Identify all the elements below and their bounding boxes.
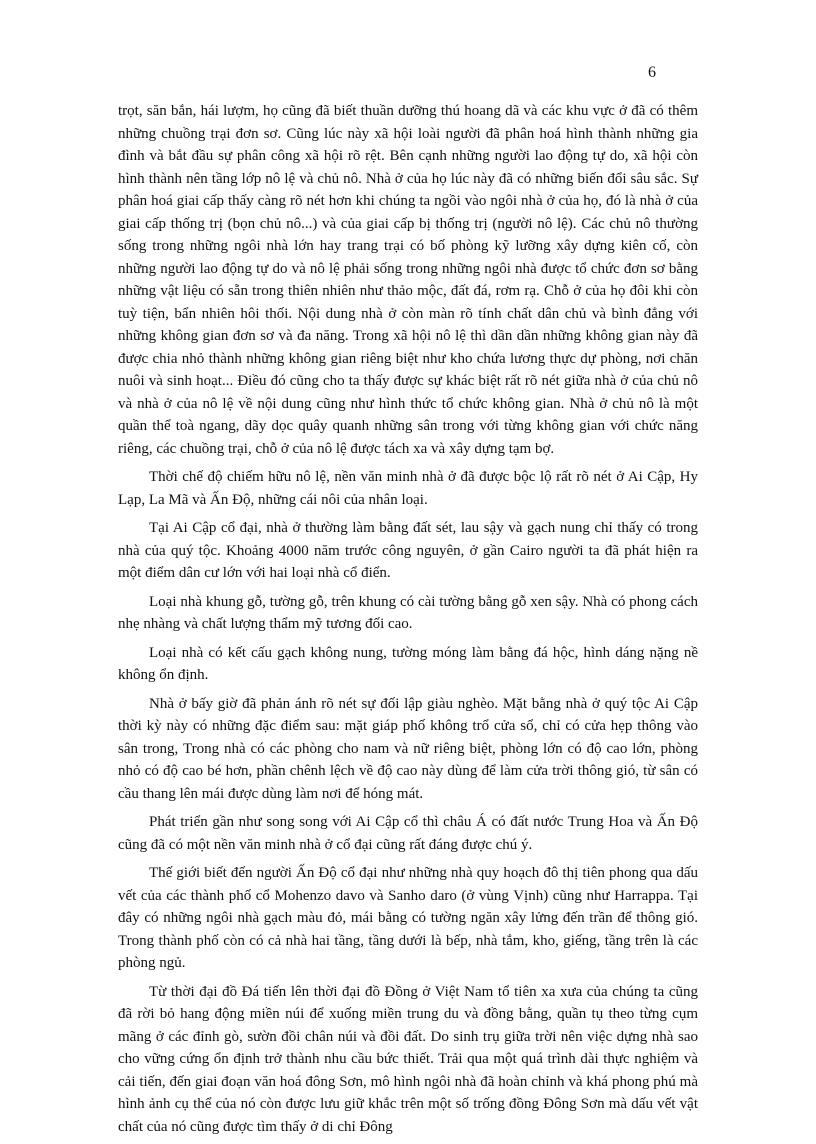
paragraph: Thế giới biết đến người Ấn Độ cổ đại như những nhà quy hoạch đô thị tiên phong qua dấu vết của các thành phố cổ Mohenzo davo và Sanho daro (ở vùng Vịnh) cũng như Harrappa. Tại đây có những ngôi nhà gạch màu đỏ, mái bằng có tường ngăn xây lửng đến trần để thông gió. Trong thành phố còn có cả nhà hai tầng, tầng dưới là bếp, nhà tắm, kho, giếng, tầng trên là các phòng ngủ. xyxy=(118,865,698,971)
paragraph: Tại Ai Cập cổ đại, nhà ở thường làm bằng đất sét, lau sậy và gạch nung chỉ thấy có trong nhà của quý tộc. Khoảng 4000 năm trước công nguyên, ở gần Cairo người ta đã phát hiện ra một điểm dân cư lớn với hai loại nhà cổ điển. xyxy=(118,520,698,581)
paragraph: Loại nhà có kết cấu gạch không nung, tường móng làm bằng đá hộc, hình dáng nặng nề không ổn định. xyxy=(118,644,698,683)
body-text xyxy=(118,100,698,1144)
paragraph: Loại nhà khung gỗ, tường gỗ, trên khung có cài tường bằng gỗ xen sậy. Nhà có phong cách nhẹ nhàng và chất lượng thẩm mỹ tương đối cao. xyxy=(118,593,698,632)
paragraph: Thời chế độ chiếm hữu nô lệ, nền văn minh nhà ở đã được bộc lộ rất rõ nét ở Ai Cập, Hy Lạp, La Mã và Ấn Độ, những cái nôi của nhân loại. xyxy=(118,469,698,508)
paragraph: trọt, săn bắn, hái lượm, họ cũng đã biết thuần dưỡng thú hoang dã và các khu vực ở đã có thêm những chuồng trại đơn sơ. Cũng lúc này xã hội loài người đã phân hoá hình thành những gia đình và bắt đầu sự phân công xã hội rõ rệt. Bên cạnh những người lao động tự do, xã hội còn hình thành nên tầng lớp nô lệ và chủ nô. Nhà ở của họ lúc này đã có những biến đổi sâu sắc. Sự phân hoá giai cấp thấy càng rõ nét hơn khi chúng ta ngồi vào ngôi nhà ở của họ, đó là nhà ở của giai cấp thống trị (bọn chủ nô...) và của giai cấp bị thống trị (người nô lệ). Các chủ nô thường sống trong những ngôi nhà lớn hay trang trại có bố phòng kỹ lưỡng xây dựng kiên cố, còn những người lao động tự do và nô lệ phải sống trong những ngôi nhà được tổ chức đơn sơ bằng những vật liệu có sẵn trong thiên nhiên như thảo mộc, đất đá, rơm rạ. Chỗ ở của họ đôi khi còn tuỳ tiện, bẩn nhiên hôi thối. Nội dung nhà ở còn màn rõ tính chất dân chủ và bình đẳng với những không gian đơn sơ và đa năng. Trong xã hội nô lệ thì dần dần những không gian này đã được chia nhỏ thành những không gian riêng biệt như kho chứa lương thực dự phòng, nơi chăn nuôi và sinh hoạt... Điều đó cũng cho ta thấy được sự khác biệt rất rõ nét giữa nhà ở của chủ nô và nhà ở của nô lệ về nội dung cũng như hình thức tổ chức không gian. Nhà ở chủ nô là một quần thể toà ngang, dãy dọc quây quanh những sân trong với từng không gian với chức năng riêng, các chuồng trại, chỗ ở của nô lệ được tách xa và xây dựng tạm bợ. xyxy=(118,103,698,457)
paragraph: Nhà ở bấy giờ đã phản ánh rõ nét sự đối lập giàu nghèo. Mặt bằng nhà ở quý tộc Ai Cập thời kỳ này có những đặc điểm sau: mặt giáp phố không trổ cửa sổ, chỉ có cửa hẹp thông vào sân trong, Trong nhà có các phòng cho nam và nữ riêng biệt, phòng lớn có độ cao lớn, phòng nhỏ có độ cao bé hơn, phần chênh lệch về độ cao này dùng để làm cửa trời thông gió, từ sân có cầu thang lên mái được dùng làm nơi để hóng mát. xyxy=(118,695,698,802)
page-number: 6 xyxy=(648,64,656,81)
paragraph: Từ thời đại đồ Đá tiến lên thời đại đồ Đồng ở Việt Nam tổ tiên xa xưa của chúng ta cũng đã rời bỏ hang động miền núi để xuống miền trung du và đồng bằng, quần tụ theo từng cụm mãng ở các đỉnh gò, sườn đồi chân núi và đồi đất. Do sinh trụ giữa trời nên việc dựng nhà sao cho vững cứng ổn định trở thành nhu cầu bức thiết. Trải qua một quá trình dài thực nghiệm và cải tiến, đến giai đoạn văn hoá đông Sơn, mô hình ngôi nhà đã hoàn chỉnh và khá phong phú mà hình ảnh cụ thể của nó còn được lưu giữ khắc trên một số trống đồng Đông Sơn mà dấu vết vật chất của nó cũng được tìm thấy ở di chỉ Đông xyxy=(118,983,698,1135)
paragraph: Phát triển gần như song song với Ai Cập cổ thì châu Á có đất nước Trung Hoa và Ấn Độ cũng đã có một nền văn minh nhà ở cổ đại cũng rất đáng được chú ý. xyxy=(118,814,698,853)
